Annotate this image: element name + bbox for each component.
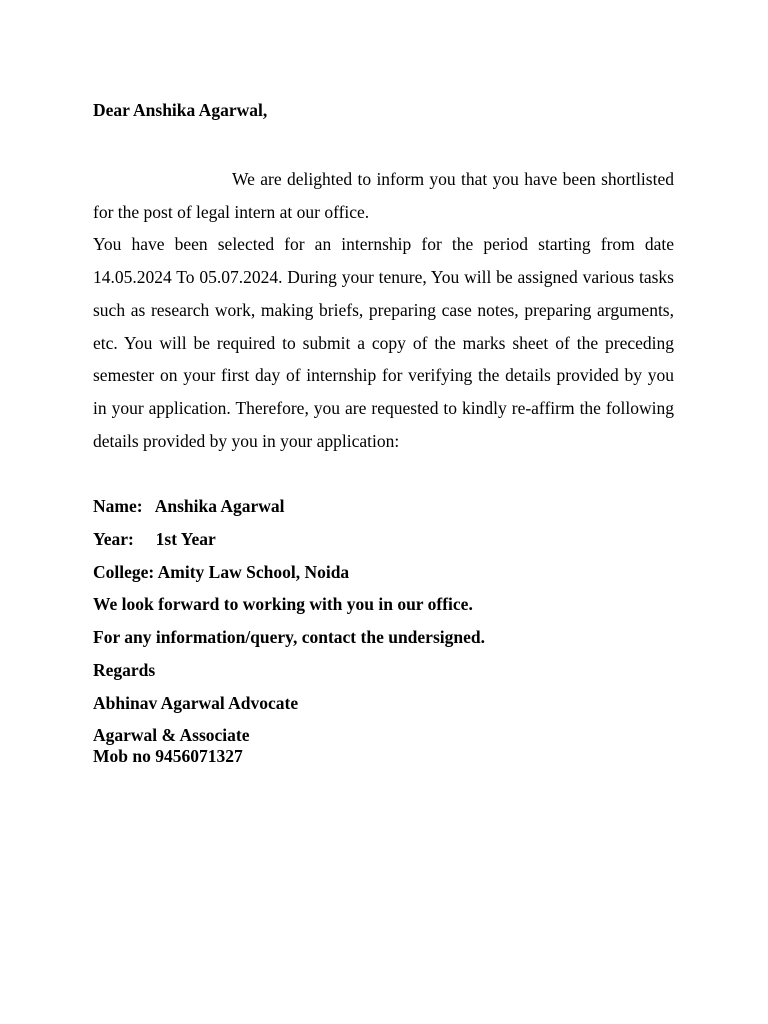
- mobile-number: Mob no 9456071327: [93, 746, 243, 767]
- spacer: [93, 457, 674, 490]
- letter-body: [93, 98, 674, 767]
- closing-contact: For any information/query, contact the undersigned.: [93, 627, 485, 648]
- paragraph-shortlisted: We are delighted to inform you that you have been shortlisted for the post of legal intern at our office.: [93, 169, 674, 222]
- paragraph-internship-details: You have been selected for an internship for the period starting from date 14.05.2024 To 05.07.2024. During your tenure, You will be assigned various tasks such as research work, making briefs, preparing case notes, preparing arguments, etc. You will be required to submit a copy of the marks sheet of the preceding semester on your first day of internship for verifying the details provided by you in your application. Therefore, you are requested to kindly re-affirm the following details provided by you in your application:: [93, 234, 674, 451]
- detail-name: Name: Anshika Agarwal: [93, 496, 285, 517]
- closing-look-forward: We look forward to working with you in our office.: [93, 594, 473, 615]
- detail-year: Year: 1st Year: [93, 529, 216, 550]
- firm-name: Agarwal & Associate: [93, 725, 250, 746]
- spacer: [93, 122, 674, 163]
- detail-college: College: Amity Law School, Noida: [93, 561, 350, 582]
- salutation: Dear Anshika Agarwal,: [93, 100, 268, 120]
- regards: Regards: [93, 659, 156, 680]
- signatory-name: Abhinav Agarwal Advocate: [93, 692, 299, 713]
